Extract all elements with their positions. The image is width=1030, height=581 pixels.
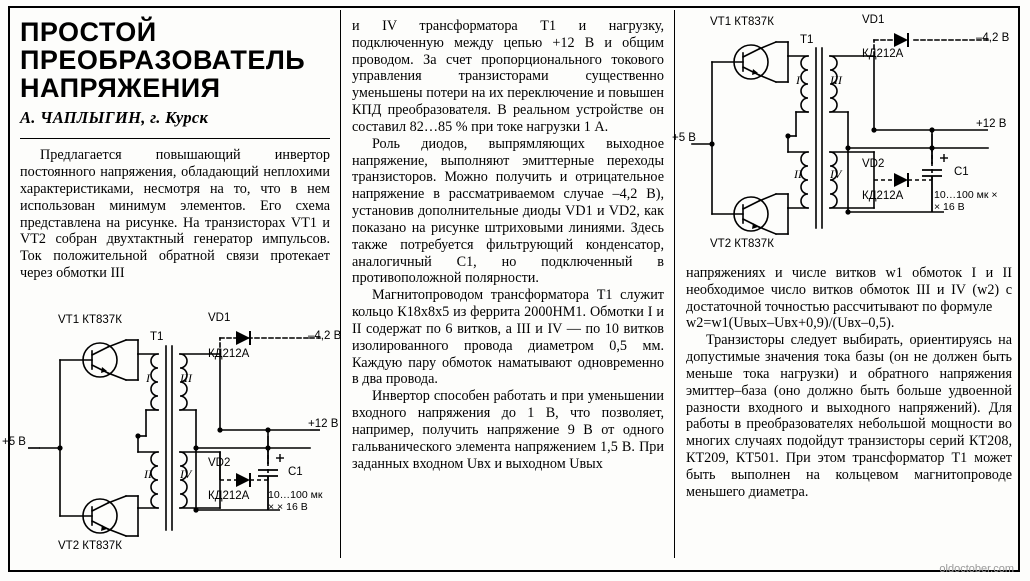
label-vt1: VT1 КТ837К [58,314,122,326]
label-out-neg: –4,2 В [308,330,342,342]
label-winding-1: I [146,371,150,385]
label-winding-2: II [144,467,152,481]
label-vd1: VD1 [208,312,231,324]
column-divider-1 [340,10,341,558]
label-winding-3-top: III [830,73,842,87]
paragraph-col2-1: и IV трансформатора Т1 и нагрузку, подключенную между цепью +12 В и общим проводом. За счет пропорционального токового управления транзисторами существенно уменьшены потери на их переключение и повышен КПД преобразователя. В реальном устройстве он составил 82…85 % при токе нагрузки 1 А. [352,18,664,135]
diode-vd1-symbol-top [894,33,908,47]
label-in-plus-top: +5 В [672,132,696,144]
watermark: oldoctober.com [939,563,1014,575]
label-winding-4-top: IV [830,167,842,181]
label-winding-3: III [180,371,192,385]
label-vd1-type-top: КД212А [862,48,904,60]
label-vd2-top: VD2 [862,158,885,170]
diode-vd2-symbol-top [894,173,908,187]
label-vd1-top: VD1 [862,14,885,26]
page-title: ПРОСТОЙ ПРЕОБРАЗОВАТЕЛЬ НАПРЯЖЕНИЯ [20,17,306,104]
paragraph-col2-3: Магнитопроводом трансформатора Т1 служит кольцо К18х8х5 из феррита 2000НМ1. Обмотки I и II содержат по 6 витков, а III и IV — по 10 витков изолированного провода диаметром 0,5 мм. Каждую пару обмоток наматывают одновременно в два провода. [352,287,664,388]
label-vt1-top: VT1 КТ837К [710,16,774,28]
label-c1: С1 [288,466,303,478]
label-vd2-type-top: КД212А [862,190,904,202]
author-line: А. ЧАПЛЫГИН, г. Курск [20,108,209,128]
label-winding-4: IV [180,467,192,481]
label-vt2-top: VT2 КТ837К [710,238,774,250]
schematic-top [672,14,1010,258]
label-c1-top: С1 [954,166,969,178]
label-t1-top: Т1 [800,34,814,46]
label-vd2-type: КД212А [208,490,250,502]
column-2 [352,18,664,558]
paragraph-col2-4: Инвертор способен работать и при уменьшении входного напряжения до 1 В, что позволяет, например, получить напряжение 9 В от одного гальванического элемента напряжением 1,5 В. При заданных входном Uвх и выходном Uвых [352,388,664,472]
label-vt2: VT2 КТ837К [58,540,122,552]
paragraph-col1-1: Предлагается повышающий инвертор постоянного напряжения, обладающий неплохими характеристиками, несмотря на то, что в нем использован минимум элементов. Его схема представлена на рисунке. На транзисторах VT1 и VT2 собран двухтактный генератор импульсов. Ток положительной обратной связи протекает через обмотки III [20,147,330,282]
schematic-main [2,312,342,560]
label-c1-value: 10…100 мк × × 16 В [268,489,323,513]
diode-vd2-symbol [236,473,250,487]
label-winding-1-top: I [796,73,800,87]
label-out-plus: +12 В [308,418,339,430]
schematic-top-svg [688,22,1010,258]
label-in-plus: +5 В [2,436,26,448]
paragraph-col3-2: Транзисторы следует выбирать, ориентируясь на допустимые значения тока базы (он не должен быть меньше тока нагрузки) и обратного напряжения эмиттер–база (оно должно быть больше удвоенной разности входного и выходного напряжений). Для работы в преобразователях небольшой мощности во многих случаях подойдут транзисторы серий КТ208, КТ209, КТ501. При этом трансформатор Т1 может быть выполнен на кольцевом магнитопроводе меньшего диаметра. [686,332,1012,500]
column-3 [686,265,1012,560]
diode-vd1-symbol [236,331,250,345]
paragraph-col3-1: напряжениях и числе витков w1 обмоток I и II необходимое число витков обмоток III и IV (w2) с достаточной точностью рассчитывают по формуле [686,265,1012,315]
paragraph-col2-2: Роль диодов, выпрямляющих выходное напряжение, выполняют эмиттерные переходы транзисторов. Можно получить и отрицательное напряжение в рассматриваемом случае –4,2 В), установив дополнительные диоды VD1 и VD2, как показано на рисунке штриховыми линиями. Здесь также потребуется фильтрующий конденсатор, аналогичный С1, но подключенный в противоположной полярности. [352,135,664,287]
column-divider-2 [674,10,675,558]
label-vd1-type: КД212А [208,348,250,360]
schematic-main-svg [20,318,332,560]
title-rule [20,138,330,139]
label-t1: Т1 [150,331,164,343]
label-vd2: VD2 [208,457,231,469]
label-out-plus-top: +12 В [976,118,1007,130]
formula-w2: w2=w1(Uвых–Uвх+0,9)/(Uвх–0,5). [686,315,895,332]
label-c1-value-top: 10…100 мк × × 16 В [934,189,998,213]
label-winding-2-top: II [794,167,802,181]
label-out-neg-top: –4,2 В [976,32,1010,44]
